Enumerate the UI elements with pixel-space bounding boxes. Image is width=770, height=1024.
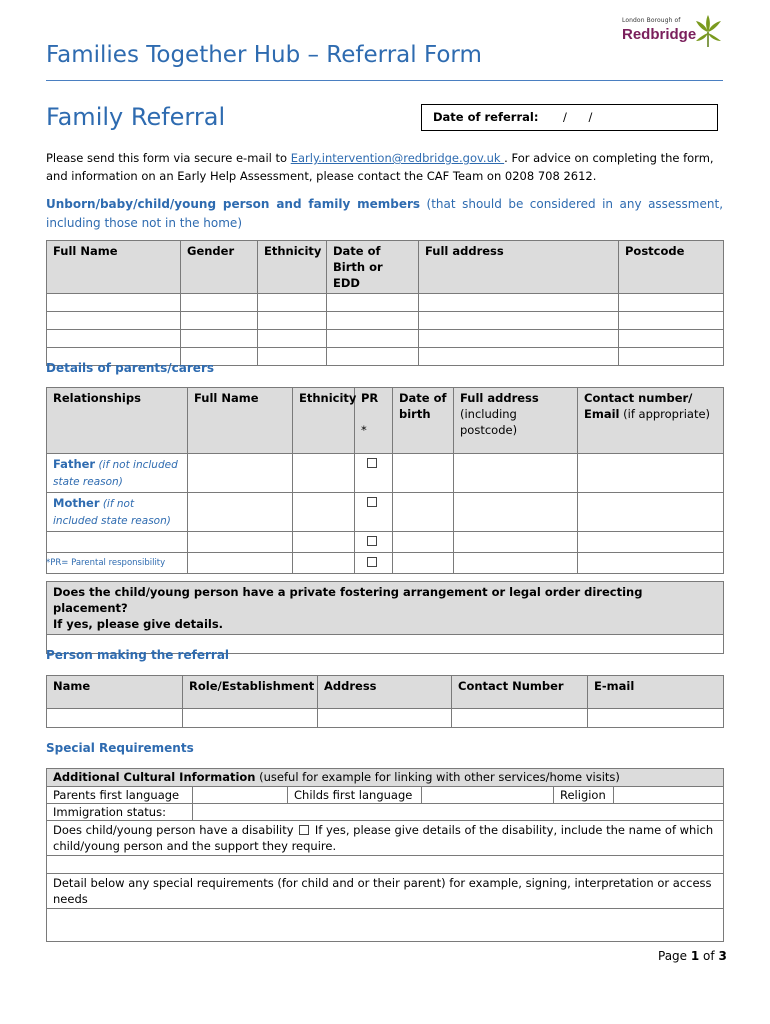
logo-borough-text: London Borough of [622, 17, 681, 24]
of-word: of [699, 949, 719, 963]
input-cell[interactable] [318, 709, 452, 728]
input-cell[interactable] [393, 454, 454, 493]
parents-heading: Details of parents/carers [46, 361, 214, 375]
col-ethnicity: Ethnicity [293, 388, 355, 454]
pr-cell [355, 553, 393, 574]
input-cell[interactable] [183, 709, 318, 728]
special-detail-label: Detail below any special requirements (for child and or their parent) for example, signing, interpretation or access needs [47, 874, 724, 909]
pr-checkbox[interactable] [367, 557, 377, 567]
input-cell[interactable] [188, 532, 293, 553]
col-full-address: Full address [419, 241, 619, 294]
pr-checkbox[interactable] [367, 458, 377, 468]
mother-label: Mother [53, 496, 100, 510]
mother-row [47, 493, 724, 532]
fostering-question-cell [47, 582, 724, 635]
disability-question: Does child/young person have a disability [53, 823, 298, 837]
input-cell[interactable] [578, 532, 724, 553]
father-label-cell [47, 454, 188, 493]
pr-label: PR [361, 391, 379, 405]
page-total: 3 [718, 949, 727, 963]
father-row [47, 454, 724, 493]
referrer-table [46, 675, 724, 728]
col-ethnicity: Ethnicity [258, 241, 327, 294]
input-cell[interactable] [258, 348, 327, 366]
input-cell[interactable] [181, 330, 258, 348]
special-detail-row [47, 874, 724, 909]
col-dob: Date of birth [393, 388, 454, 454]
date-value: / / [563, 110, 593, 124]
referrer-header-row [47, 676, 724, 709]
input-cell[interactable] [454, 454, 578, 493]
input-cell[interactable] [619, 312, 724, 330]
date-label: Date of referral: [433, 110, 539, 124]
table-row [47, 532, 724, 553]
col-full-name: Full Name [47, 241, 181, 294]
children-table [46, 240, 724, 366]
intro-text-2: . For advice on completing the form, and information on an Early Help Assessment, please contact the CAF Team on 0208 708 2612. [46, 151, 714, 183]
input-cell[interactable] [293, 532, 355, 553]
input-cell[interactable] [293, 493, 355, 532]
fostering-table [46, 581, 724, 654]
special-detail-answer-cell[interactable] [47, 909, 724, 942]
childs-language-label: Childs first language [288, 787, 422, 804]
input-cell[interactable] [258, 294, 327, 312]
col-address [454, 388, 578, 454]
parents-table [46, 387, 724, 574]
input-cell[interactable] [454, 553, 578, 574]
col-dob: Date of Birth or EDD [327, 241, 419, 294]
immigration-label: Immigration status: [47, 804, 193, 821]
cultural-row [47, 769, 724, 787]
table-row [47, 294, 724, 312]
immigration-input[interactable] [193, 804, 724, 821]
input-cell[interactable] [419, 348, 619, 366]
cultural-note: (useful for example for linking with other services/home visits) [255, 770, 620, 784]
input-cell[interactable] [188, 493, 293, 532]
pr-cell [355, 493, 393, 532]
page-word: Page [658, 949, 691, 963]
table-row [47, 330, 724, 348]
disability-followup: If yes, please give details of the disability, include the name of which child/young person and the support they require. [53, 823, 714, 853]
input-cell[interactable] [47, 532, 188, 553]
disability-answer-row [47, 856, 724, 874]
input-cell[interactable] [293, 553, 355, 574]
children-header-row [47, 241, 724, 294]
intro-paragraph [46, 149, 726, 185]
contact-label: Contact number/ Email [584, 391, 693, 421]
mother-label-cell [47, 493, 188, 532]
col-address: Address [318, 676, 452, 709]
father-label: Father [53, 457, 96, 471]
input-cell[interactable] [578, 553, 724, 574]
col-name: Name [47, 676, 183, 709]
input-cell[interactable] [619, 330, 724, 348]
input-cell[interactable] [393, 532, 454, 553]
father-note: (if not included state reason) [53, 459, 178, 488]
immigration-row [47, 804, 724, 821]
fostering-question: Does the child/young person have a private fostering arrangement or legal order directing placement? [53, 585, 643, 615]
input-cell[interactable] [327, 330, 419, 348]
col-role: Role/Establishment [183, 676, 318, 709]
disability-checkbox[interactable] [299, 825, 309, 835]
input-cell[interactable] [47, 294, 181, 312]
input-cell[interactable] [327, 294, 419, 312]
col-gender: Gender [181, 241, 258, 294]
col-relationships: Relationships [47, 388, 188, 454]
mother-note: (if not included state reason) [53, 498, 171, 527]
page-number [658, 949, 727, 963]
input-cell[interactable] [393, 493, 454, 532]
logo-redbridge-text: Redbridge [622, 26, 697, 43]
input-cell[interactable] [452, 709, 588, 728]
input-cell[interactable] [181, 294, 258, 312]
disability-cell [47, 821, 724, 856]
input-cell[interactable] [181, 312, 258, 330]
pr-cell [355, 454, 393, 493]
email-link[interactable]: Early.intervention@redbridge.gov.uk [290, 151, 505, 165]
pr-mark: * [361, 423, 367, 437]
input-cell[interactable] [393, 553, 454, 574]
title-divider [46, 80, 723, 81]
input-cell[interactable] [419, 294, 619, 312]
input-cell[interactable] [47, 312, 181, 330]
cultural-cell [47, 769, 724, 787]
children-heading: Unborn/baby/child/young person and family members [46, 197, 421, 211]
input-cell[interactable] [188, 553, 293, 574]
col-postcode: Postcode [619, 241, 724, 294]
input-cell[interactable] [454, 493, 578, 532]
input-cell[interactable] [327, 312, 419, 330]
table-row [47, 709, 724, 728]
fostering-question-row [47, 582, 724, 635]
special-heading: Special Requirements [46, 741, 194, 755]
contact-note: (if appropriate) [619, 407, 711, 421]
special-table [46, 768, 724, 942]
language-row [47, 787, 724, 804]
children-section-heading [46, 195, 723, 233]
input-cell[interactable] [188, 454, 293, 493]
cultural-bold: Additional Cultural Information [53, 770, 256, 784]
children-heading-note: (that should be considered in any assessment, including those not in the home) [46, 197, 724, 230]
input-cell[interactable] [578, 454, 724, 493]
input-cell[interactable] [47, 709, 183, 728]
pr-cell [355, 532, 393, 553]
input-cell[interactable] [258, 330, 327, 348]
special-detail-answer-row [47, 909, 724, 942]
input-cell[interactable] [47, 330, 181, 348]
input-cell[interactable] [578, 493, 724, 532]
col-pr [355, 388, 393, 454]
input-cell[interactable] [419, 330, 619, 348]
col-contact-number: Contact Number [452, 676, 588, 709]
leaf-icon [695, 14, 722, 48]
address-label: Full address [460, 391, 539, 405]
disability-row [47, 821, 724, 856]
table-row [47, 312, 724, 330]
input-cell[interactable] [454, 532, 578, 553]
pr-checkbox[interactable] [367, 497, 377, 507]
pr-checkbox[interactable] [367, 536, 377, 546]
childs-language-input[interactable] [422, 787, 554, 804]
council-logo [622, 14, 722, 50]
pr-footnote: *PR= Parental responsibility [46, 558, 166, 568]
input-cell[interactable] [327, 348, 419, 366]
parents-language-input[interactable] [193, 787, 288, 804]
input-cell[interactable] [293, 454, 355, 493]
document-title: Families Together Hub – Referral Form [46, 42, 482, 68]
religion-label: Religion [554, 787, 614, 804]
section-title: Family Referral [46, 103, 226, 131]
address-note: (including postcode) [460, 407, 518, 437]
input-cell[interactable] [588, 709, 724, 728]
input-cell[interactable] [619, 348, 724, 366]
fostering-followup: If yes, please give details. [53, 617, 224, 631]
col-full-name: Full Name [188, 388, 293, 454]
input-cell[interactable] [419, 312, 619, 330]
parents-header-row [47, 388, 724, 454]
input-cell[interactable] [258, 312, 327, 330]
page-current: 1 [690, 949, 700, 963]
parents-language-label: Parents first language [47, 787, 193, 804]
input-cell[interactable] [619, 294, 724, 312]
intro-text-1: Please send this form via secure e-mail to [46, 151, 291, 165]
referrer-heading: Person making the referral [46, 648, 230, 662]
religion-input[interactable] [614, 787, 724, 804]
date-of-referral-field[interactable] [421, 104, 718, 131]
col-contact [578, 388, 724, 454]
col-email: E-mail [588, 676, 724, 709]
disability-answer-cell[interactable] [47, 856, 724, 874]
